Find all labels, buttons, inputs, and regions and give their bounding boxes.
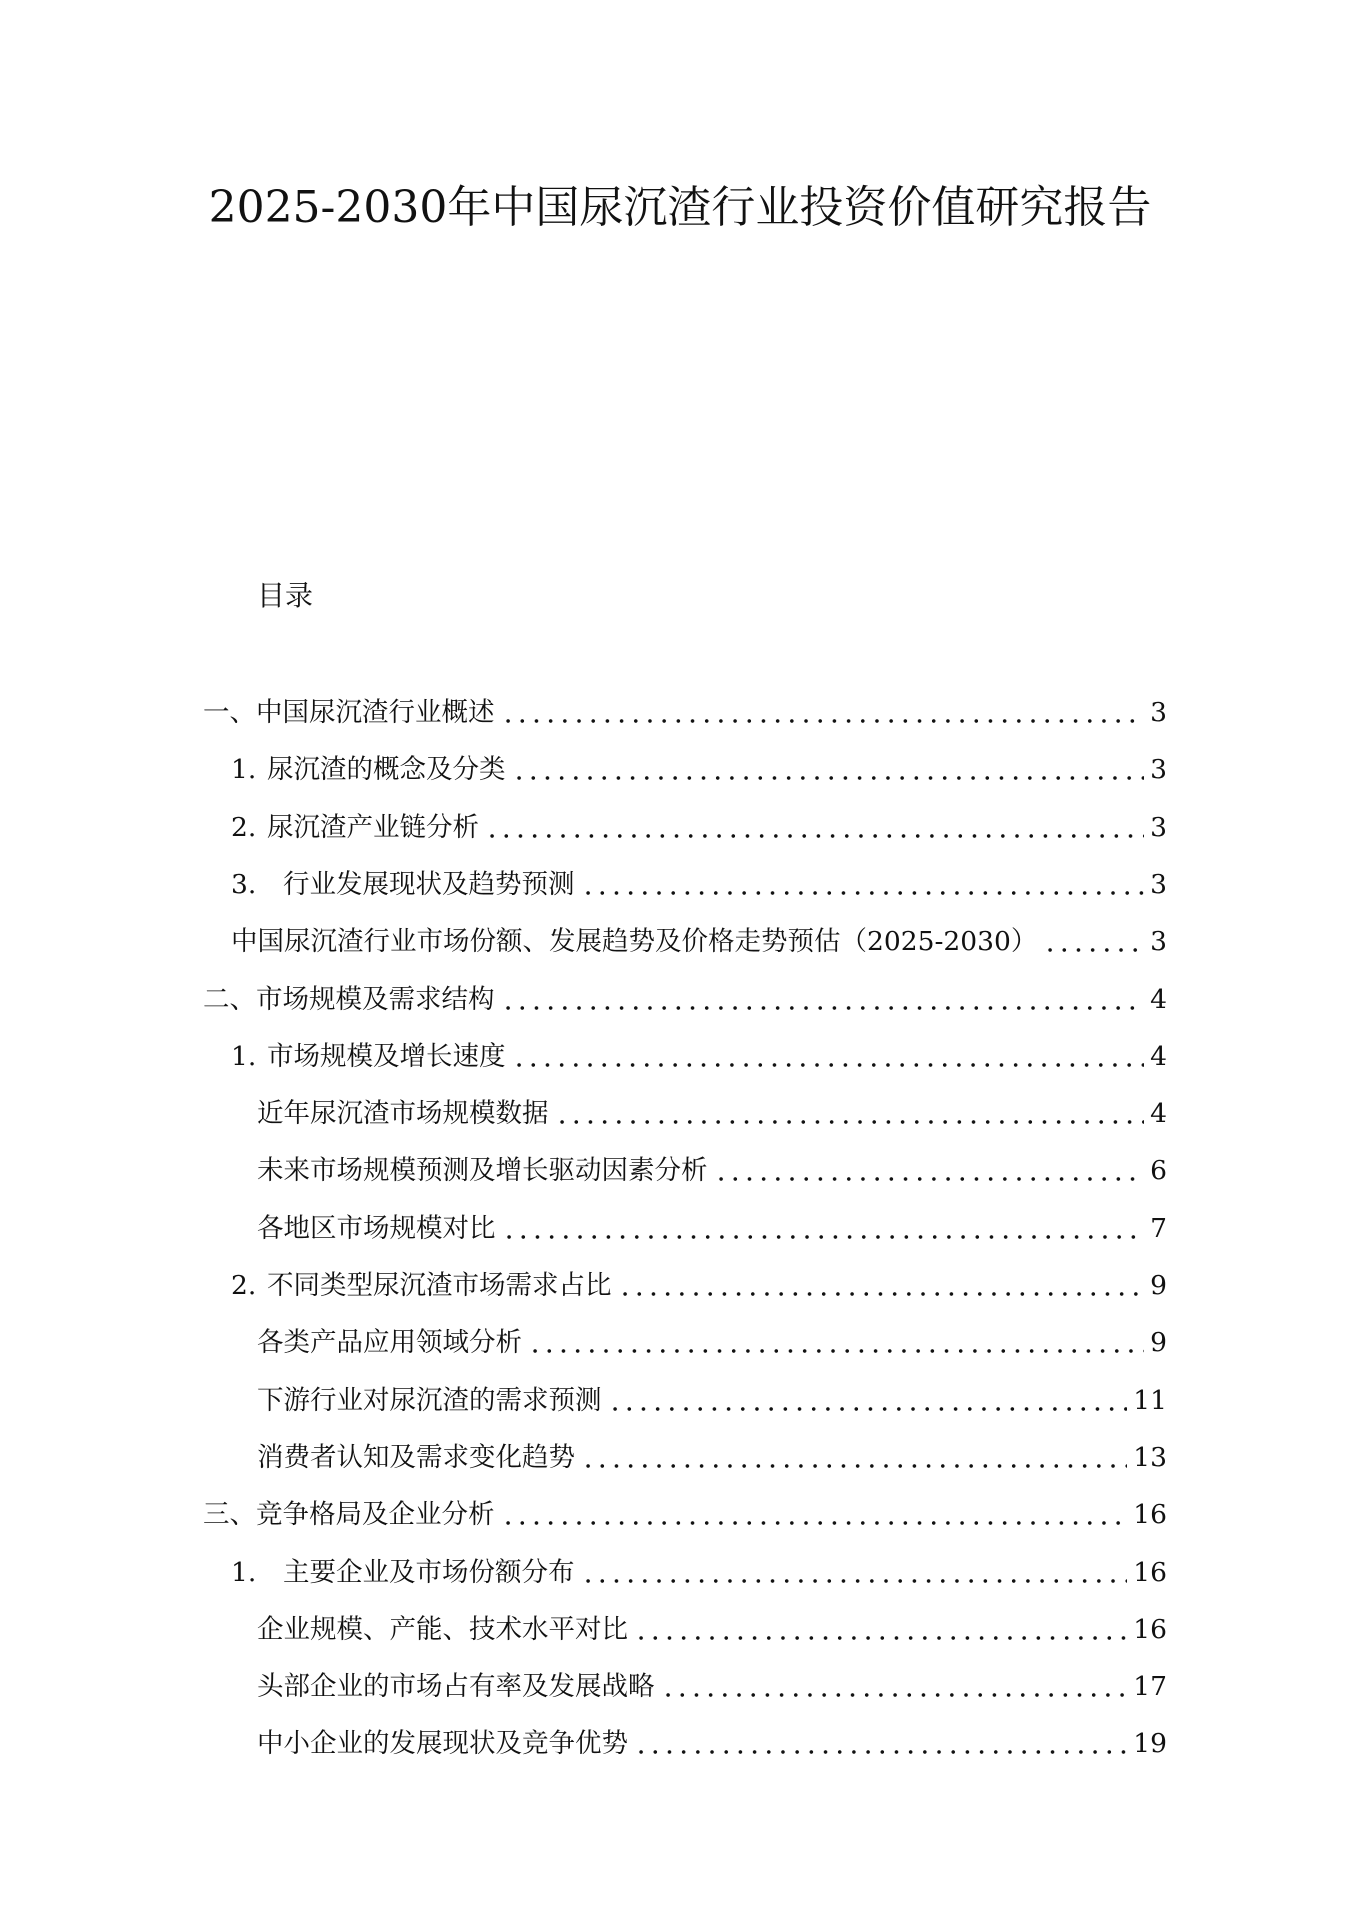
toc-dot-leader <box>528 1323 1144 1363</box>
toc-entry-label: 头部企业的市场占有率及发展战略 <box>257 1671 655 1703</box>
toc-entry-page-number: 9 <box>1150 1270 1167 1301</box>
toc-entry[interactable] <box>231 1553 1167 1593</box>
toc-entry-page-number: 16 <box>1133 1556 1167 1588</box>
toc-entry[interactable] <box>257 1381 1167 1421</box>
toc-entry-label: 行业发展现状及趋势预测 <box>283 868 575 900</box>
toc-entry-label: 主要企业及市场份额分布 <box>283 1556 575 1588</box>
toc-entry[interactable] <box>257 1667 1167 1707</box>
toc-dot-leader <box>512 1037 1145 1077</box>
toc-dot-leader <box>512 750 1145 790</box>
toc-entry-label: 尿沉渣的概念及分类 <box>267 754 506 786</box>
toc-entry-page-number: 16 <box>1133 1499 1167 1531</box>
toc-entry-label: 一、中国尿沉渣行业概述 <box>203 697 495 728</box>
toc-dot-leader <box>608 1381 1128 1421</box>
toc-entry[interactable] <box>257 1610 1167 1650</box>
document-title: 2025-2030年中国尿沉渣行业投资价值研究报告 <box>208 182 1152 233</box>
toc-dot-leader <box>581 865 1145 905</box>
toc-entry-page-number: 19 <box>1133 1728 1167 1760</box>
toc-entry-number: 1. <box>231 754 257 786</box>
toc-dot-leader <box>618 1266 1145 1306</box>
toc-entry-page-number: 4 <box>1150 1040 1167 1072</box>
toc-dot-leader <box>501 1495 1128 1535</box>
toc-entry-label: 二、市场规模及需求结构 <box>203 983 495 1015</box>
toc-entry-page-number: 3 <box>1150 811 1167 843</box>
toc-entry-label: 尿沉渣产业链分析 <box>267 811 479 843</box>
toc-entry-label: 市场规模及增长速度 <box>267 1040 506 1072</box>
toc-entry-label: 三、竞争格局及企业分析 <box>203 1499 495 1531</box>
toc-entry-page-number: 17 <box>1133 1671 1167 1703</box>
toc-entry-number: 1. <box>231 1040 257 1072</box>
toc-dot-leader <box>634 1724 1127 1764</box>
toc-entry-number: 2. <box>231 811 257 843</box>
toc-entry-label: 未来市场规模预测及增长驱动因素分析 <box>257 1155 708 1187</box>
toc-dot-leader <box>485 808 1144 848</box>
toc-entry[interactable] <box>231 808 1167 848</box>
toc-dot-leader <box>502 1209 1145 1249</box>
toc-dot-leader <box>501 980 1145 1020</box>
toc-entry-number: 1. <box>231 1556 257 1588</box>
toc-entry-page-number: 3 <box>1150 754 1167 786</box>
toc-entry[interactable] <box>203 693 1167 733</box>
toc-dot-leader <box>581 1438 1127 1478</box>
toc-entry-page-number: 16 <box>1133 1613 1167 1645</box>
toc-entry[interactable] <box>203 1495 1167 1535</box>
toc-entry[interactable] <box>257 1209 1167 1249</box>
toc-entry[interactable] <box>231 1266 1167 1306</box>
toc-entry[interactable] <box>257 1323 1167 1363</box>
toc-entry-page-number: 4 <box>1150 983 1167 1015</box>
toc-entry[interactable] <box>231 865 1167 905</box>
toc-entry[interactable] <box>257 1724 1167 1764</box>
toc-entry-label: 不同类型尿沉渣市场需求占比 <box>267 1270 612 1301</box>
toc-entry[interactable] <box>231 750 1167 790</box>
toc-entry-page-number: 3 <box>1150 868 1167 900</box>
toc-entry-label: 下游行业对尿沉渣的需求预测 <box>257 1384 602 1416</box>
toc-entry[interactable] <box>203 980 1167 1020</box>
toc-entry-page-number: 3 <box>1150 697 1167 728</box>
toc-entry[interactable] <box>257 1151 1167 1191</box>
toc-entry-number: 2. <box>231 1270 257 1301</box>
toc-dot-leader <box>555 1094 1145 1134</box>
toc-entry-label: 消费者认知及需求变化趋势 <box>257 1441 575 1473</box>
toc-dot-leader <box>634 1610 1127 1650</box>
toc-entry-page-number: 3 <box>1150 926 1167 958</box>
toc-dot-leader <box>661 1667 1128 1707</box>
toc-heading: 目录 <box>257 579 314 612</box>
toc-entry-page-number: 11 <box>1133 1384 1167 1416</box>
toc-dot-leader <box>581 1553 1128 1593</box>
toc-entry-label: 各地区市场规模对比 <box>257 1212 496 1244</box>
toc-entry-label: 近年尿沉渣市场规模数据 <box>257 1098 549 1130</box>
toc-entry-page-number: 7 <box>1150 1212 1167 1244</box>
toc-dot-leader <box>714 1151 1145 1191</box>
toc-entry-page-number: 13 <box>1133 1441 1167 1473</box>
toc-entry-number: 3. <box>231 868 257 900</box>
toc-entry[interactable] <box>257 1094 1167 1134</box>
toc-entry-page-number: 6 <box>1150 1155 1167 1187</box>
toc-entry[interactable] <box>231 1037 1167 1077</box>
toc-entry-label: 企业规模、产能、技术水平对比 <box>257 1613 628 1645</box>
toc-entry-label: 中国尿沉渣行业市场份额、发展趋势及价格走势预估（2025-2030） <box>231 926 1038 958</box>
toc-entry-page-number: 4 <box>1150 1098 1167 1130</box>
toc-dot-leader <box>1043 922 1144 962</box>
toc-entry[interactable] <box>257 1438 1167 1478</box>
toc-entry-page-number: 9 <box>1150 1327 1167 1359</box>
toc-entry[interactable] <box>231 922 1167 962</box>
toc-entry-label: 各类产品应用领域分析 <box>257 1327 522 1359</box>
toc-dot-leader <box>501 693 1145 733</box>
toc-entry-label: 中小企业的发展现状及竞争优势 <box>257 1728 628 1760</box>
